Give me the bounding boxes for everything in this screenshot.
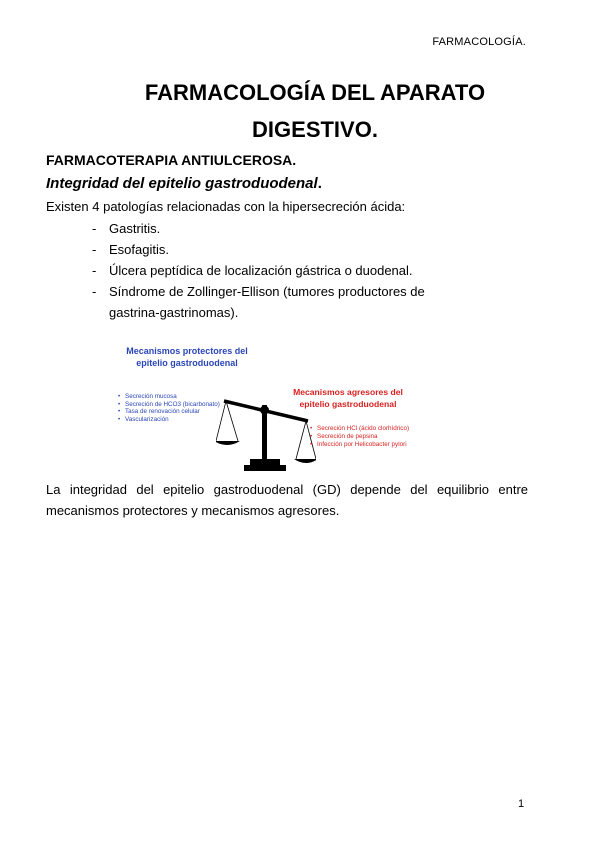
page-title-line-1: FARMACOLOGÍA DEL APARATO — [144, 80, 486, 105]
list-item-text: Síndrome de Zollinger-Ellison (tumores productores de gastrina-gastrinomas). — [109, 284, 425, 320]
list-item — [92, 260, 472, 281]
running-header: FARMACOLOGÍA. — [432, 36, 526, 48]
section-heading: FARMACOTERAPIA ANTIULCEROSA. — [46, 152, 297, 168]
list-item-text: Úlcera peptídica de localización gástrica o duodenal. — [109, 263, 413, 278]
list-item-text: Esofagitis. — [109, 242, 169, 257]
aggressive-mechanisms-list — [317, 425, 442, 449]
page-number: 1 — [518, 798, 525, 810]
aggressive-mechanisms-title: Mecanismos agresores del epitelio gastroduodenal — [293, 387, 403, 409]
intro-text: Existen 4 patologías relacionadas con la hipersecreción ácida: — [46, 199, 406, 214]
aggressive-item: • Secreción de pepsina — [317, 433, 442, 441]
balance-figure — [113, 345, 438, 475]
aggressive-item: • Secreción HCl (ácido clorhídrico) — [317, 425, 442, 433]
protective-item: • Secreción mucosa — [125, 393, 225, 401]
list-dash: - — [92, 242, 97, 257]
protective-mechanisms-list — [125, 393, 225, 423]
subsection-heading — [46, 175, 322, 192]
list-item — [92, 281, 472, 323]
list-item — [92, 218, 472, 239]
page-title — [0, 74, 600, 148]
protective-item: • Tasa de renovación celular — [125, 408, 225, 416]
pathology-list — [92, 218, 472, 323]
list-dash: - — [92, 263, 97, 278]
protective-mechanisms-title: Mecanismos protectores del epitelio gastroduodenal — [126, 346, 248, 368]
list-dash: - — [92, 284, 97, 299]
list-item-text: Gastritis. — [109, 221, 161, 236]
list-dash: - — [92, 221, 97, 236]
page-title-line-2: DIGESTIVO. — [252, 117, 378, 142]
aggressive-item: • Infección por Helicobacter pylori — [317, 441, 442, 449]
subsection-heading-text: Integridad del epitelio gastroduodenal — [46, 175, 318, 192]
list-item — [92, 239, 472, 260]
subsection-heading-suffix: . — [317, 175, 322, 192]
body-paragraph: La integridad del epitelio gastroduodenal (GD) depende del equilibrio entre mecanismos protectores y mecanismos agresores. — [46, 482, 528, 518]
protective-item: • Secreción de HCO3 (bicarbonato) — [125, 401, 225, 409]
protective-item: • Vascularización — [125, 416, 225, 424]
